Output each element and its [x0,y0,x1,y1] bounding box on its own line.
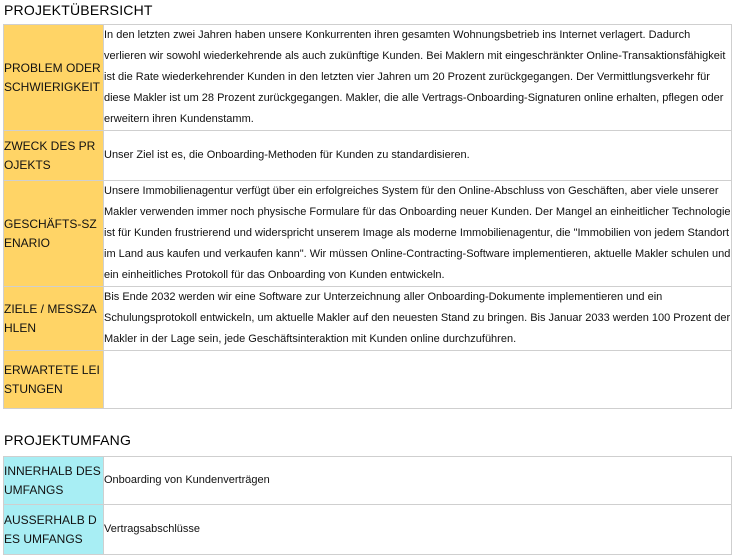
row-label-out-of-scope [4,505,104,555]
row-content-deliverables [104,351,732,409]
row-content-goals [104,287,732,351]
row-content-text: Unsere Immobilienagentur verfügt über ein erfolgreiches System für den Online-Abschluss von Geschäften, aber viele unserer Makler verwenden immer noch physische Formulare für das Onboarding neuer Kunden. Der Mangel an einheitlicher Technologie ist für Kunden frustrierend und widerspricht unserem Image als moderne Immobilienagentur, die "Immobilien von jedem Standort im Land aus kaufen und verkaufen kann". Wir müssen Online-Contracting-Software implementieren, aktuelle Makler schulen und ein einheitliches Protokoll für das Onboarding von Kunden entwickeln. [104,185,731,281]
row-content-out-of-scope [104,505,732,555]
row-label-text: ZIELE / MESSZAHLEN [4,301,97,335]
table-row-goals [4,287,732,351]
row-content-business-case [104,181,732,287]
row-content-text: Unser Ziel ist es, die Onboarding-Methoden für Kunden zu standardisieren. [104,149,470,161]
table-row-deliverables [4,351,732,409]
project-overview-table [3,24,732,409]
row-label-text: GESCHÄFTS-SZENARIO [4,216,97,250]
row-label-text: AUSSERHALB DES UMFANGS [4,512,97,546]
row-label-text: ZWECK DES PROJEKTS [4,138,96,172]
row-label-text: ERWARTETE LEISTUNGEN [4,362,100,396]
row-content-problem [104,25,732,131]
section-title-project-overview: PROJEKTÜBERSICHT [4,2,153,18]
row-label-text: INNERHALB DES UMFANGS [4,463,101,497]
row-label-business-case [4,181,104,287]
row-content-text: Vertragsabschlüsse [104,523,200,535]
row-label-goals [4,287,104,351]
row-label-deliverables [4,351,104,409]
table-row-in-scope [4,457,732,505]
table-row-business-case [4,181,732,287]
row-content-text: Onboarding von Kundenverträgen [104,474,270,486]
table-row-out-of-scope [4,505,732,555]
section-title-project-scope: PROJEKTUMFANG [4,432,132,448]
row-content-text: In den letzten zwei Jahren haben unsere Konkurrenten ihren gesamten Wohnungsbetrieb ins Internet verlagert. Dadurch verlieren wir sowohl wiederkehrende als auch zukünftige Kunden. Bei Maklern mit eingeschränkter Online-Transaktionsfähigkeit ist die Rate wiederkehrender Kunden in den letzten vier Jahren um 20 Prozent zurückgegangen. Der Vermittlungsverkehr für diese Makler ist um 28 Prozent zurückgegangen. Makler, die alle Vertrags-Onboarding-Signaturen online erhalten, pflegen oder erweitern ihren Kundenstamm. [104,29,726,125]
row-label-problem [4,25,104,131]
row-content-in-scope [104,457,732,505]
row-label-text: PROBLEM ODER SCHWIERIGKEIT [4,60,101,94]
table-row-problem [4,25,732,131]
project-scope-table [3,456,732,555]
row-label-purpose [4,131,104,181]
row-content-purpose [104,131,732,181]
row-label-in-scope [4,457,104,505]
table-row-purpose [4,131,732,181]
row-content-text: Bis Ende 2032 werden wir eine Software zur Unterzeichnung aller Onboarding-Dokumente implementieren und ein Schulungsprotokoll entwickeln, um aktuelle Makler auf den neuesten Stand zu bringen. Bis Januar 2033 werden 100 Prozent der Makler in der Lage sein, jede Geschäftsinteraktion mit Kunden online durchzuführen. [104,291,731,345]
